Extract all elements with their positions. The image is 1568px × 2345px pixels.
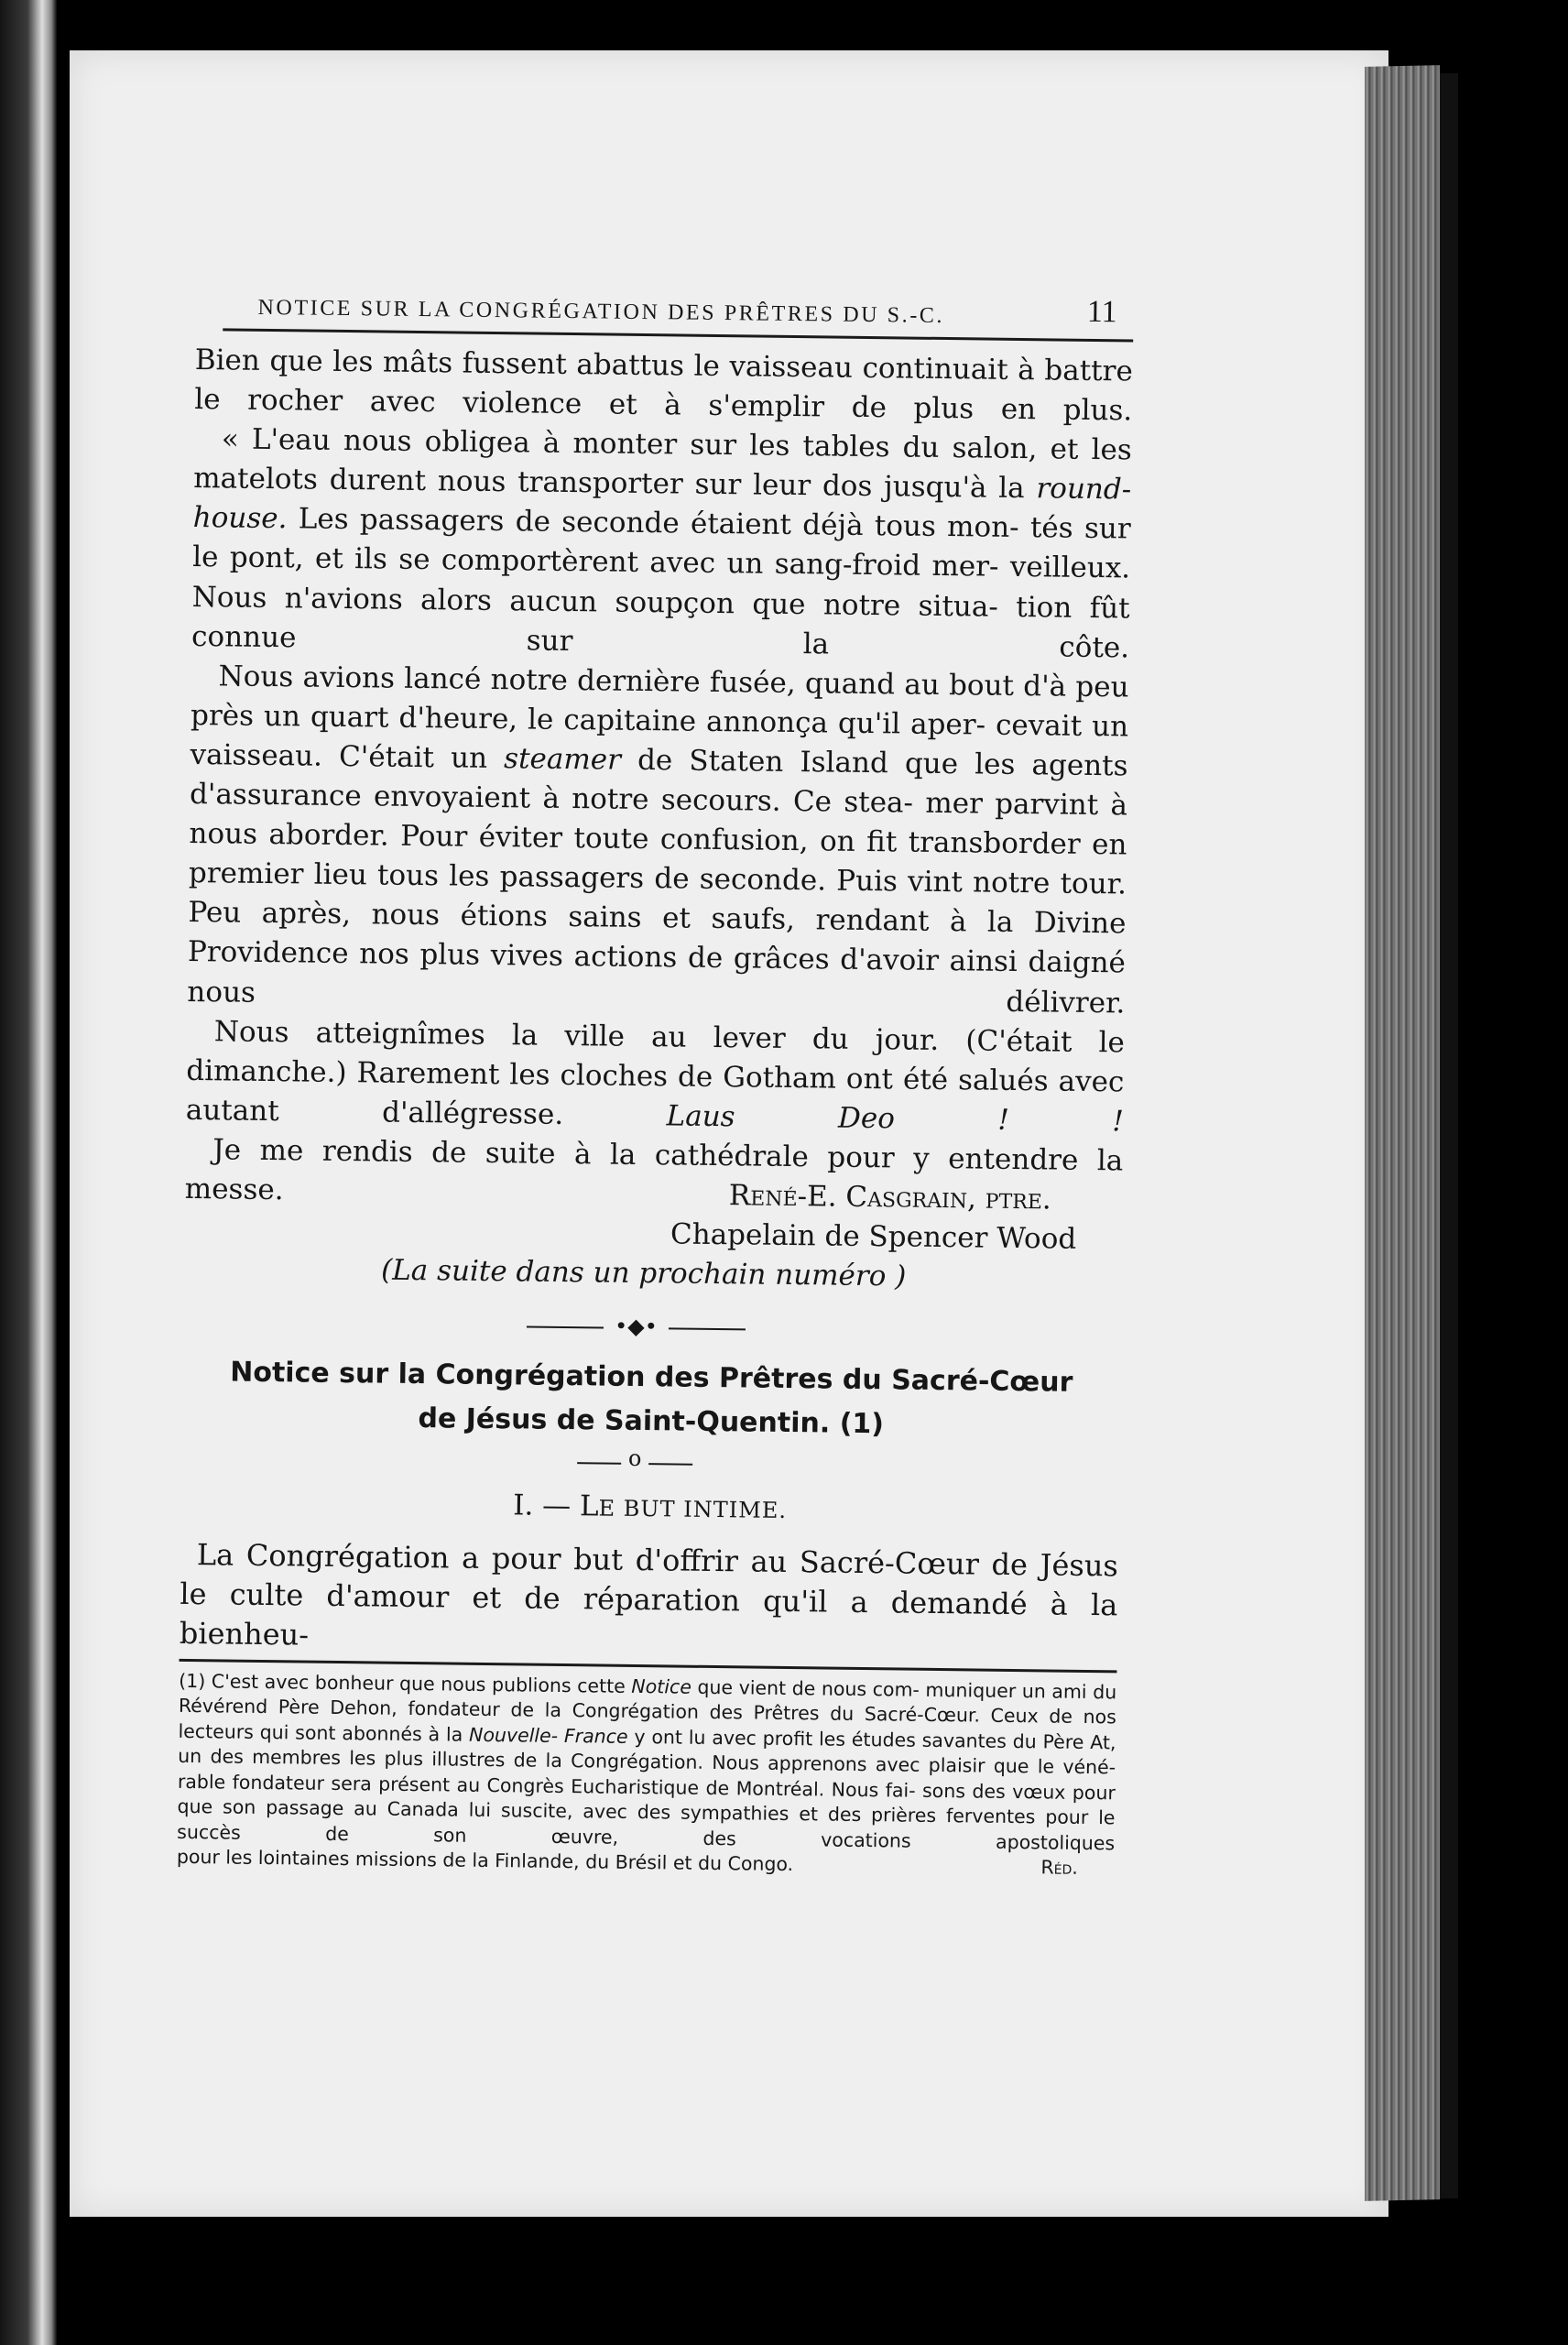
section-heading-text: E BUT INTIME. — [598, 1495, 788, 1524]
divider-line — [577, 1462, 621, 1465]
footnote-signature: Réd. — [1040, 1856, 1078, 1879]
ornament-divider — [183, 1303, 1121, 1351]
text-line: tion fût connue sur la côte. — [191, 590, 1130, 665]
text-line: et saufs, rendant à la Divine Providence nos plus vives — [187, 901, 1127, 974]
italic-word: Laus Deo ! ! — [666, 1099, 1125, 1139]
text-line: « L'eau nous obligea à monter sur les tables du salon, et les — [221, 422, 1132, 467]
letter-paragraph — [186, 1012, 1126, 1142]
text-line: de Staten Island que — [637, 743, 959, 781]
facing-page-edge — [0, 0, 57, 2345]
text-line: peu près un quart d'heure, le capitaine annonça qu'il aper- — [190, 670, 1129, 742]
text-line: seconde. Puis vint notre tour. Peu après, nous étions sains — [188, 862, 1127, 935]
page-number: 11 — [1086, 294, 1117, 330]
divider-line — [527, 1326, 604, 1329]
text-line: cevait un vaisseau. C'était un — [190, 708, 1129, 776]
running-title: NOTICE SUR LA CONGRÉGATION DES PRÊTRES DU S.-C. — [257, 295, 945, 328]
text-line: actions de grâces d'avoir ainsi daigné nous délivrer. — [187, 940, 1127, 1020]
italic-word: steamer — [503, 742, 622, 777]
text-line: on fit transborder en premier lieu tous les passagers de — [188, 824, 1127, 896]
text-line: sons des vœux pour que son passage au Canada lui suscite, avec des sympathies — [177, 1779, 1116, 1826]
footnote-paragraph — [177, 1669, 1116, 1856]
article-paragraph — [180, 1535, 1118, 1665]
text-block — [177, 275, 1134, 1881]
footnote-marker: (1) — [839, 1407, 885, 1441]
text-line: Nous atteignîmes la ville au lever du jour. (C'était le — [213, 1014, 1126, 1060]
text-line: France y ont lu avec profit les études savantes du Père At, un des membres — [178, 1724, 1116, 1770]
text-line: mer parvint à nous aborder. Pour éviter toute confusion, — [189, 786, 1128, 858]
text-line: rable fondateur sera présent au Congrès Eucharistique de Montréal. Nous fai- — [177, 1770, 916, 1802]
text-line: Bien que les mâts fussent abattus le vaisseau continuait à — [194, 343, 1036, 387]
signature — [183, 1170, 1122, 1300]
text-line: le culte d'amour et de réparation qu'il a demandé à la bienheu- — [179, 1576, 1118, 1652]
page-stack-shadow — [1440, 73, 1458, 2198]
letter-text — [185, 341, 1134, 1221]
section-heading — [180, 1478, 1119, 1538]
footnote — [177, 1669, 1117, 1881]
text-line: La Congrégation a pour but d'offrir au Sacré-Cœur de Jésus — [196, 1537, 1119, 1584]
text-line: avec autant d'allégresse. — [185, 1064, 1125, 1133]
text-line: Prêtres du Sacré-Cœur. Ceux de nos lecteurs qui sont abonnés à la Nouvelle- — [178, 1702, 1116, 1747]
text-line: dimanche.) Rarement les cloches de Gotham ont été salués — [186, 1053, 1049, 1098]
divider-line — [669, 1327, 746, 1330]
page-stack-edge — [1365, 65, 1440, 2201]
text-line: et des prières ferventes pour le succès de son œuvre, des vocations apostoliques — [177, 1803, 1116, 1854]
divider-glyph: o — [627, 1445, 642, 1472]
letter-paragraph — [187, 657, 1129, 1023]
section-number: I. — — [513, 1489, 572, 1523]
text-line: veilleux. Nous n'avions alors aucun soupçon que notre situa- — [191, 551, 1131, 624]
italic-word: round-house. — [192, 472, 1132, 536]
text-line: Nous avions lancé notre dernière fusée, quand au bout d'à — [218, 660, 1067, 704]
continued-note: (La suite dans un prochain numéro ) — [380, 1253, 907, 1293]
running-head — [195, 275, 1134, 344]
article-title — [181, 1350, 1120, 1450]
letter-paragraph — [191, 420, 1132, 668]
ornament-glyph: •◆• — [614, 1313, 659, 1340]
header-rule — [223, 328, 1133, 342]
text-line: (1) C'est avec bonheur que nous publions cette Notice que vient de nous com- — [179, 1669, 920, 1701]
italic-word: Nouvelle- — [468, 1723, 559, 1747]
signature-name: René-E. Casgrain, ptre. — [728, 1179, 1051, 1216]
article-body — [180, 1535, 1118, 1665]
text-line: muniquer un ami du Révérend Père Dehon, fondateur de la Congrégation des — [178, 1678, 1117, 1724]
article-title-line: Notice sur la Congrégation des Prêtres du Sacré-Cœur — [230, 1356, 1073, 1399]
text-line: pour les lointaines missions de la Finlande, du Brésil et du Congo. — [176, 1845, 794, 1876]
divider-line — [648, 1463, 692, 1466]
text-line: battre le rocher avec violence et à s'emplir de plus en plus. — [194, 354, 1134, 428]
section-heading-initial: L — [579, 1489, 599, 1523]
article-title-text: de Jésus de Saint-Quentin. — [418, 1402, 831, 1440]
text-line: les plus illustres de la Congrégation. Nous apprenons avec plaisir que le véné- — [349, 1747, 1116, 1779]
text-line: Je me rendis de suite à la cathédrale pour y entendre la — [212, 1133, 1124, 1178]
text-line: Les passagers de seconde étaient déjà tous mon- — [298, 502, 1019, 545]
letter-paragraph — [194, 341, 1133, 431]
signature-title: Chapelain de Spencer Wood — [670, 1217, 1077, 1256]
text-line: messe. — [184, 1172, 284, 1207]
italic-word: Notice — [631, 1674, 692, 1698]
text-line: matelots durent nous transporter sur leur dos jusqu'à la — [193, 462, 1025, 506]
text-line: les agents d'assurance envoyaient à notre secours. Ce stea- — [189, 747, 1128, 820]
italic-word: France — [563, 1724, 628, 1748]
text-line: tés sur le pont, et ils se comportèrent avec un sang-froid mer- — [192, 511, 1131, 584]
